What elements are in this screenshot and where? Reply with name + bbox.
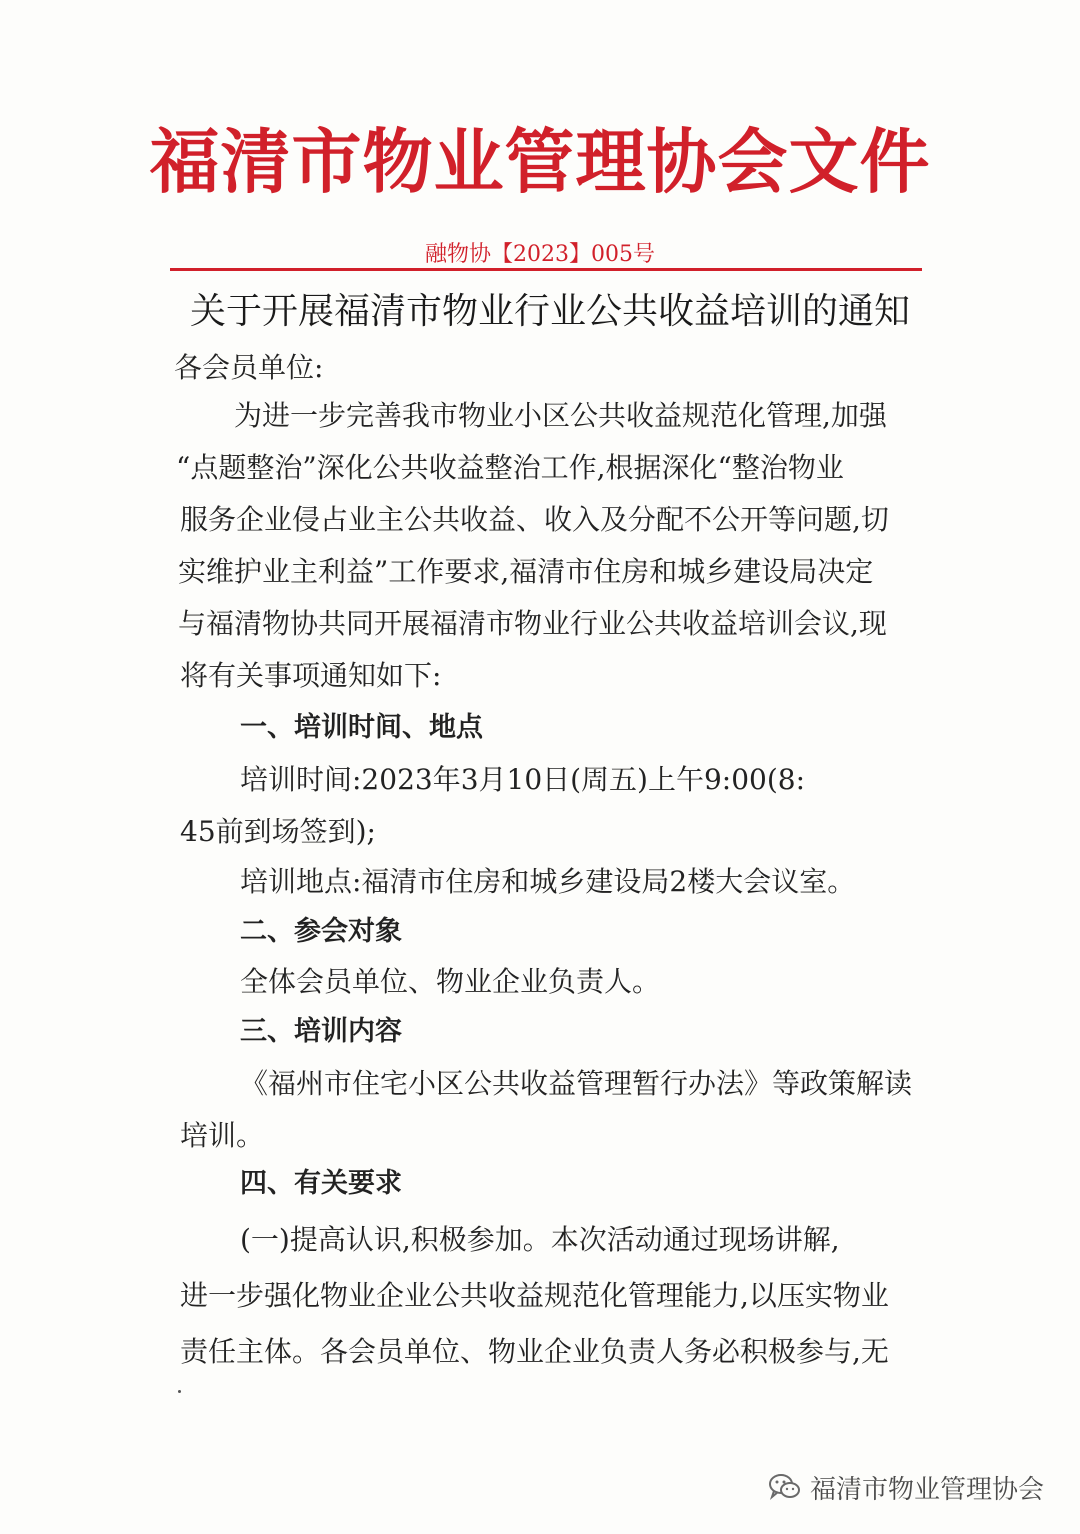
intro-line: 实维护业主利益”工作要求,福清市住房和城乡建设局决定 [178,555,874,588]
intro-line: 服务企业侵占业主公共收益、收入及分配不公开等问题,切 [180,503,889,536]
section-heading: 二、参会对象 [240,916,402,947]
attendees: 全体会员单位、物业企业负责人。 [240,965,661,998]
doc-number: 融物协【2023】005号 [425,242,655,267]
salutation: 各会员单位: [174,351,324,384]
training-place: 培训地点:福清市住房和城乡建设局2楼大会议室。 [240,865,856,898]
wechat-icon [768,1472,802,1502]
section-heading: 一、培训时间、地点 [240,712,483,743]
scan-speck [178,1390,181,1393]
training-content: 《福州市住宅小区公共收益管理暂行办法》等政策解读 [240,1067,913,1100]
requirement-line: 进一步强化物业企业公共收益规范化管理能力,以压实物业 [180,1279,889,1312]
watermark-text: 福清市物业管理协会 [809,1474,1044,1505]
requirement-line: (一)提高认识,积极参加。本次活动通过现场讲解, [240,1223,840,1256]
org-header-title: 福清市物业管理协会文件 [149,121,931,203]
section-heading: 四、有关要求 [240,1168,402,1199]
intro-line: “点题整治”深化公共收益整治工作,根据深化“整治物业 [176,451,844,484]
section-heading: 三、培训内容 [240,1016,402,1047]
notice-title: 关于开展福清市物业行业公共收益培训的通知 [189,291,910,332]
intro-line: 将有关事项通知如下: [180,659,442,692]
wechat-watermark [768,1470,1044,1504]
training-time: 培训时间:2023年3月10日(周五)上午9:00(8: [240,763,806,796]
training-content-cont: 培训。 [180,1119,265,1152]
training-time-cont: 45前到场签到); [180,815,376,848]
red-divider [170,268,922,271]
requirement-line: 责任主体。各会员单位、物业企业负责人务必积极参与,无 [180,1335,889,1368]
intro-line: 为进一步完善我市物业小区公共收益规范化管理,加强 [234,399,887,432]
intro-line: 与福清物协共同开展福清市物业行业公共收益培训会议,现 [178,607,887,640]
